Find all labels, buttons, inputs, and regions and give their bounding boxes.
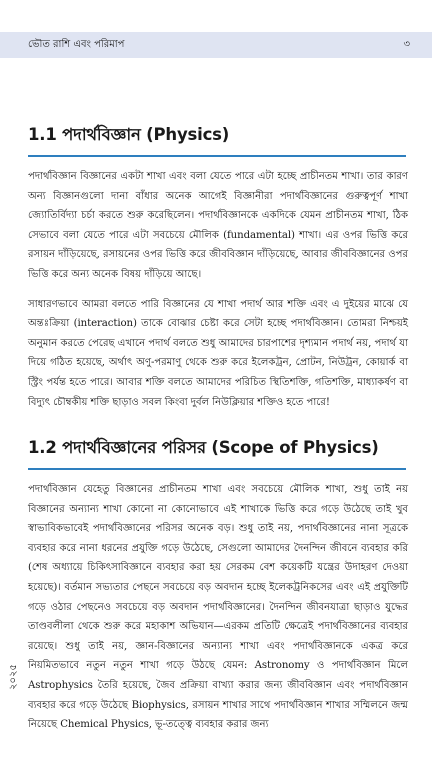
page-number: ৩	[403, 38, 410, 50]
section-title: 1.2 পদার্থবিজ্ঞানের পরিসর (Scope of Physics)	[28, 438, 379, 457]
section-title-underline	[28, 468, 406, 470]
section-physics	[28, 122, 408, 422]
section-title-underline	[28, 155, 406, 157]
paragraph: সাধারণভাবে আমরা বলতে পারি বিজ্ঞানের যে শাখা পদার্থ আর শক্তি এবং এ দুইয়ের মাঝে যে অন্তঃক্রিয়া (interaction) তাকে বোঝার চেষ্টা করে সেটা হচ্ছে পদার্থবিজ্ঞান। তোমরা নিশ্চয়ই অনুমান করতে পেরেছ এখানে পদার্থ বলতে শুধু আমাদের চারপাশের দৃশ্যমান পদার্থ নয়, পদার্থ যা দিয়ে গঠিত হয়েছে, অর্থাৎ অণু-পরমাণু থেকে শুরু করে ইলেকট্রন, প্রোটন, নিউট্রন, কোয়ার্ক বা স্ট্রিং পর্যন্ত হতে পারে। আবার শক্তি বলতে আমাদের পরিচিত স্থিতিশক্তি, গতিশক্তি, মাধ্যাকর্ষণ বা বিদ্যুৎ চৌম্বকীয় শক্তি ছাড়াও সবল কিংবা দুর্বল নিউক্লিয়ার শক্তিও হতে পারে!	[28, 298, 408, 408]
section-title: 1.1 পদার্থবিজ্ঞান (Physics)	[28, 125, 230, 144]
paragraph: পদার্থবিজ্ঞান যেহেতু বিজ্ঞানের প্রাচীনতম শাখা এবং সবচেয়ে মৌলিক শাখা, শুধু তাই নয় বিজ্ঞানের অন্যান্য শাখা কোনো না কোনোভাবে এই শাখাকে ভিত্তি করে গড়ে উঠেছে তাই খুব স্বাভাবিকভাবেই পদার্থবিজ্ঞানের পরিসর অনেক বড়। শুধু তাই নয়, পদার্থবিজ্ঞানের নানা সূত্রকে ব্যবহার করে নানা ধরনের প্রযুক্তি গড়ে উঠেছে, সেগুলো আমাদের দৈনন্দিন জীবনে ব্যবহার করি (শেষ অধ্যায়ে চিকিৎসাবিজ্ঞানে ব্যবহার করা হয় সেরকম বেশ কয়েকটি যন্ত্রের উদাহরণ দেওয়া হয়েছে)। বর্তমান সভ্যতার পেছনে সবচেয়ে বড় অবদান হচ্ছে ইলেকট্রনিকসের এবং এই প্রযুক্তিটি গড়ে ওঠার পেছনেও সবচেয়ে বড় অবদান পদার্থবিজ্ঞানের। দৈনন্দিন জীবনযাত্রা ছাড়াও যুদ্ধের তাণ্ডবলীলা থেকে শুরু করে মহাকাশ অভিযান—এরকম প্রতিটি ক্ষেত্রেই পদার্থবিজ্ঞানের ব্যবহার রয়েছে। শুধু তাই নয়, জ্ঞান-বিজ্ঞানের অন্যান্য শাখা এবং পদার্থবিজ্ঞানকে একত্র করে নিয়মিতভাবে নতুন নতুন শাখা গড়ে উঠছে যেমন: Astronomy ও পদার্থবিজ্ঞান মিলে Astrophysics তৈরি হয়েছে, জৈব প্রক্রিয়া বাখ্যা করার জন্য জীববিজ্ঞান এবং পদার্থবিজ্ঞান ব্যবহার করে গড়ে উঠেছে Biophysics, রসায়ন শাখার সাথে পদার্থবিজ্ঞান শাখার সম্মিলনে জন্ম নিয়েছে Chemical Physics, ভূ-তত্ত্বে ব্যবহার করার জন্য	[28, 484, 408, 731]
margin-label: ২০২৫	[8, 664, 19, 690]
page-header	[0, 32, 432, 58]
paragraph: পদার্থবিজ্ঞান বিজ্ঞানের একটা শাখা এবং বলা যেতে পারে এটা হচ্ছে প্রাচীনতম শাখা। তার কারণ অন্য বিজ্ঞানগুলো দানা বাঁধার অনেক আগেই বিজ্ঞানীরা পদার্থবিজ্ঞানের গুরুত্বপূর্ণ শাখা জ্যোতির্বিদ্যা চর্চা করতে শুরু করেছিলেন। পদার্থবিজ্ঞানকে একদিকে যেমন প্রাচীনতম শাখা, ঠিক সেভাবে বলা যেতে পারে এটা সবচেয়ে মৌলিক (fundamental) শাখা। এর ওপর ভিত্তি করে রসায়ন দাঁড়িয়েছে, রসায়নের ওপর ভিত্তি করে জীববিজ্ঞান দাঁড়িয়েছে, আবার জীববিজ্ঞানের ওপর ভিত্তি করে অন্য অনেক বিষয় দাঁড়িয়ে আছে।	[28, 171, 408, 280]
chapter-title: ভৌত রাশি এবং পরিমাপ	[28, 38, 125, 50]
section-scope-of-physics	[28, 435, 408, 745]
